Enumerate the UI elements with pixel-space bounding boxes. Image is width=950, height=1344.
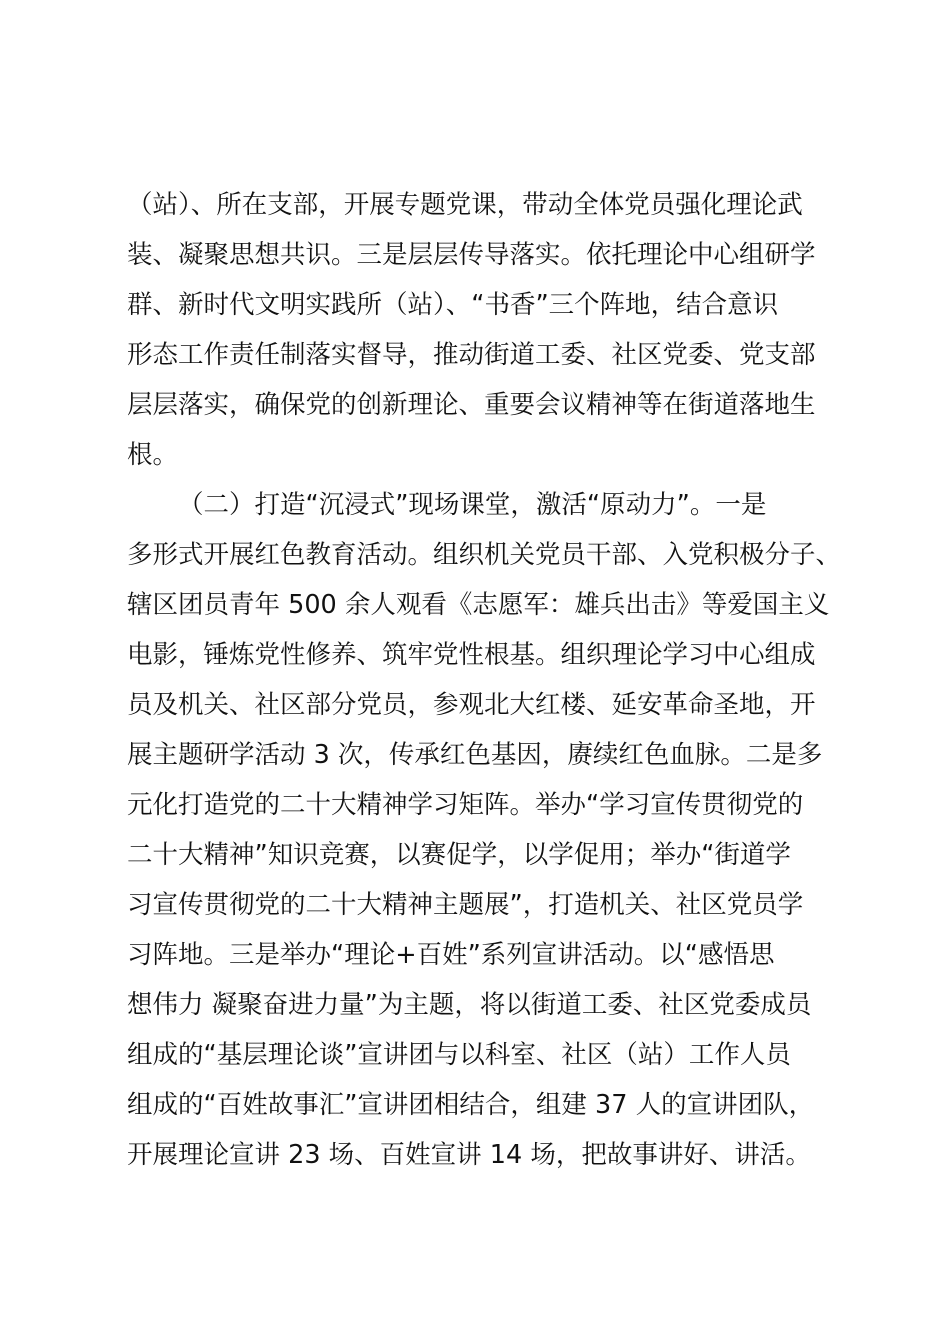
text-line: 根。 <box>127 440 179 470</box>
text-line: 多形式开展红色教育活动。组织机关党员干部、入党积极分子、 <box>127 540 842 570</box>
text-line: 组成的“基层理论谈”宣讲团与以科室、社区（站）工作人员 <box>127 1040 791 1070</box>
paragraph-section-two <box>127 480 842 1180</box>
text-line: 员及机关、社区部分党员，参观北大红楼、延安革命圣地，开 <box>127 690 816 720</box>
text-line: 想伟力 凝聚奋进力量”为主题，将以街道工委、社区党委成员 <box>127 990 812 1020</box>
text-line: 辖区团员青年 500 余人观看《志愿军：雄兵出击》等爱国主义 <box>127 590 830 620</box>
section-heading-line: （二）打造“沉浸式”现场课堂，激活“原动力”。一是 <box>178 490 767 520</box>
paragraph-continuation <box>127 180 837 480</box>
text-line: 元化打造党的二十大精神学习矩阵。举办“学习宣传贯彻党的 <box>127 790 804 820</box>
text-line: 展主题研学活动 3 次，传承红色基因，赓续红色血脉。二是多 <box>127 740 823 770</box>
text-line: 习宣传贯彻党的二十大精神主题展”，打造机关、社区党员学 <box>127 890 804 920</box>
text-line: 二十大精神”知识竞赛，以赛促学，以学促用；举办“街道学 <box>127 840 791 870</box>
text-line: 组成的“百姓故事汇”宣讲团相结合，组建 37 人的宣讲团队， <box>127 1090 815 1120</box>
text-line: 开展理论宣讲 23 场、百姓宣讲 14 场，把故事讲好、讲活。 <box>127 1140 811 1170</box>
text-line: 群、新时代文明实践所（站）、“书香”三个阵地，结合意识 <box>127 290 779 320</box>
text-line: 电影，锤炼党性修养、筑牢党性根基。组织理论学习中心组成 <box>127 640 816 670</box>
text-line: 形态工作责任制落实督导，推动街道工委、社区党委、党支部 <box>127 340 816 370</box>
text-line: 层层落实，确保党的创新理论、重要会议精神等在街道落地生 <box>127 390 816 420</box>
text-line: （站）、所在支部，开展专题党课，带动全体党员强化理论武 <box>127 190 803 220</box>
text-line: 装、凝聚思想共识。三是层层传导落实。依托理论中心组研学 <box>127 240 816 270</box>
text-line: 习阵地。三是举办“理论+百姓”系列宣讲活动。以“感悟思 <box>127 940 775 970</box>
